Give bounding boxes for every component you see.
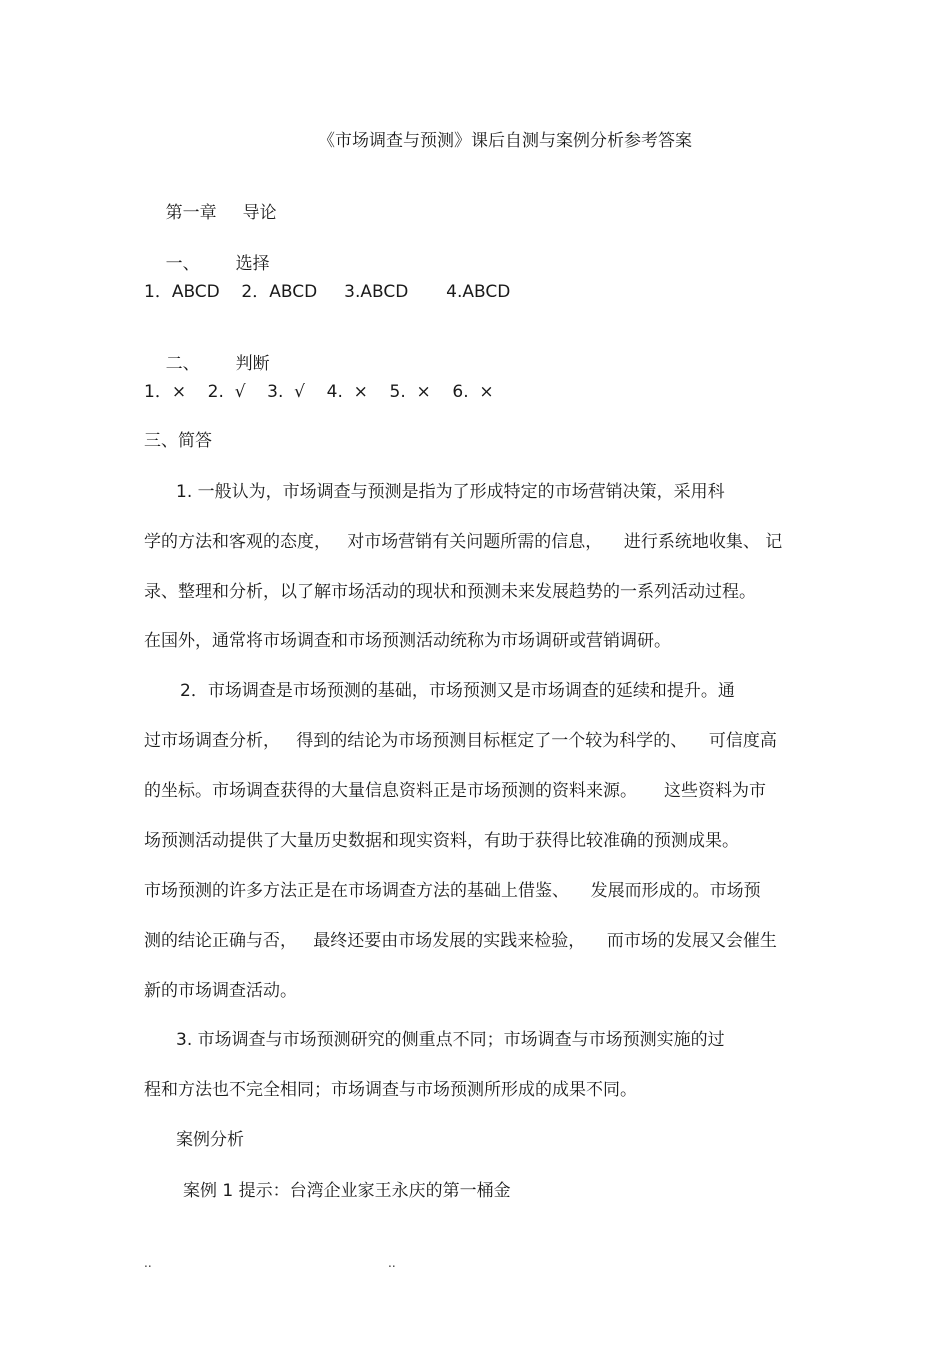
section-number: 二、 [165, 354, 200, 374]
chapter-label: 第一章 [165, 203, 217, 223]
paragraph-line: 2．市场调查是市场预测的基础，市场预测又是市场调查的延续和提升。通 [180, 681, 735, 701]
section-number: 一、 [165, 254, 200, 274]
paragraph-line: 场预测活动提供了大量历史数据和现实资料，有助于获得比较准确的预测成果。 [144, 831, 739, 851]
choice-answers: 1．ABCD 2．ABCD 3.ABCD 4.ABCD [144, 282, 511, 302]
paragraph-line: 的坐标。市场调查获得的大量信息资料正是市场预测的资料来源。 这些资料为市 [144, 781, 767, 801]
document-title: 《市场调查与预测》课后自测与案例分析参考答案 [318, 131, 692, 151]
paragraph-line: 录、整理和分析，以了解市场活动的现状和预测未来发展趋势的一系列活动过程。 [144, 582, 756, 602]
case-analysis-heading: 案例分析 [176, 1130, 244, 1150]
section-name: 判断 [235, 354, 270, 374]
paragraph-line: 程和方法也不完全相同；市场调查与市场预测所形成的成果不同。 [144, 1080, 637, 1100]
footer-right-dots: .. [388, 1256, 396, 1270]
paragraph-line: 新的市场调查活动。 [144, 981, 297, 1001]
section-heading-short-answer: 三、简答 [144, 431, 212, 451]
section-name: 选择 [235, 254, 270, 274]
paragraph-line: 过市场调查分析， 得到的结论为市场预测目标框定了一个较为科学的、 可信度高 [144, 731, 777, 751]
paragraph-line: 3. 市场调查与市场预测研究的侧重点不同；市场调查与市场预测实施的过 [176, 1030, 725, 1050]
paragraph-line: 1. 一般认为，市场调查与预测是指为了形成特定的市场营销决策，采用科 [176, 482, 725, 502]
paragraph-line: 在国外，通常将市场调查和市场预测活动统称为市场调研或营销调研。 [144, 631, 671, 651]
footer-left-dots: .. [144, 1256, 152, 1270]
paragraph-line: 测的结论正确与否， 最终还要由市场发展的实践来检验， 而市场的发展又会催生 [144, 931, 777, 951]
paragraph-line: 学的方法和客观的态度， 对市场营销有关问题所需的信息， 进行系统地收集、 记 [144, 532, 783, 552]
case-1-hint: 案例 1 提示：台湾企业家王永庆的第一桶金 [183, 1181, 511, 1201]
chapter-name: 导论 [242, 203, 277, 223]
judge-answers: 1．× 2. √ 3. √ 4. × 5. × 6. × [144, 382, 494, 402]
paragraph-line: 市场预测的许多方法正是在市场调查方法的基础上借鉴、 发展而形成的。市场预 [144, 881, 761, 901]
